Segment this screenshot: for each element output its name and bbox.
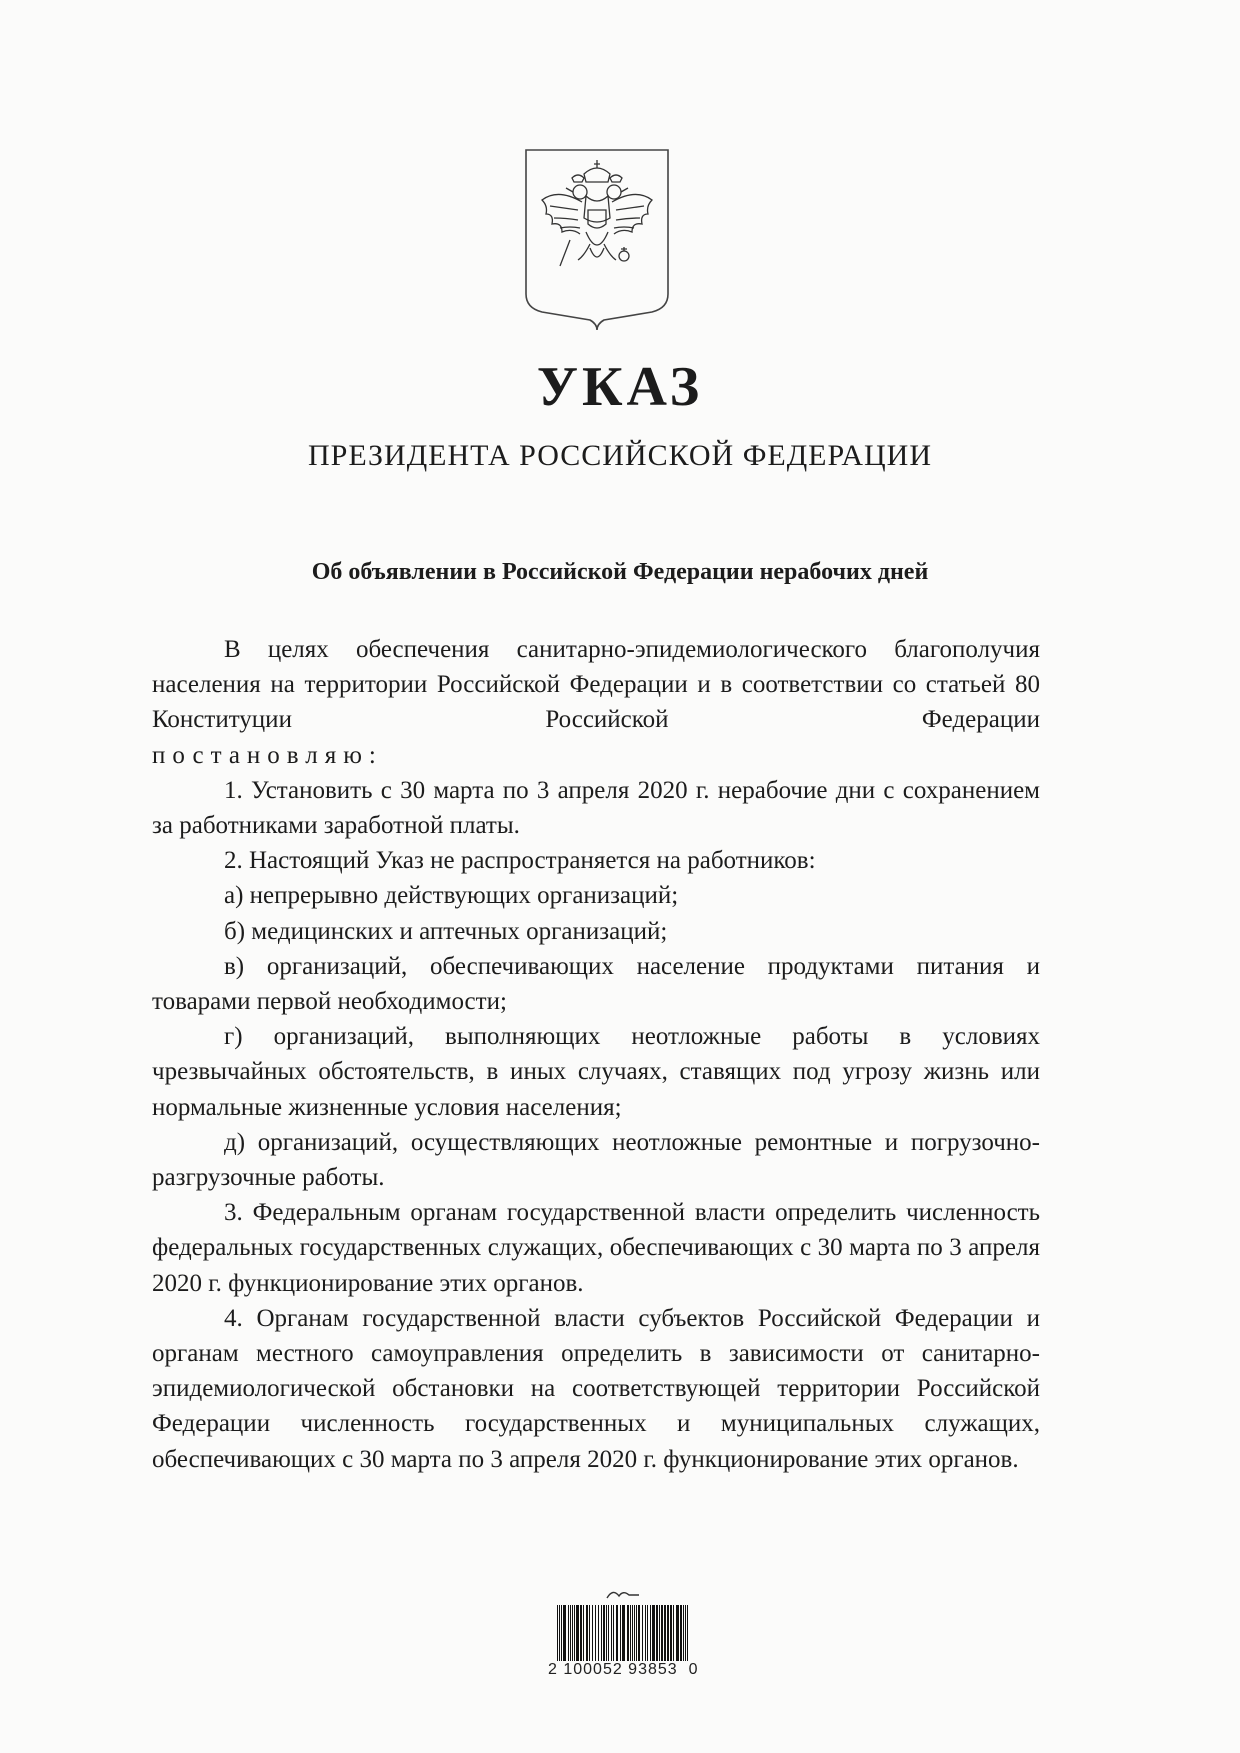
barcode-bar xyxy=(645,1605,646,1661)
barcode-bar xyxy=(647,1605,648,1661)
barcode-bar xyxy=(616,1605,618,1661)
barcode-bar xyxy=(608,1605,609,1661)
barcode-bar xyxy=(676,1605,679,1661)
barcode-bar xyxy=(656,1605,658,1661)
barcode-bar xyxy=(630,1605,631,1661)
barcode-bar xyxy=(601,1605,602,1661)
barcode-bar xyxy=(595,1605,596,1661)
barcode-bar xyxy=(598,1605,599,1661)
barcode-bar xyxy=(685,1605,686,1661)
barcode-bar xyxy=(620,1605,621,1661)
coat-of-arms-icon xyxy=(524,148,670,332)
barcode-bar xyxy=(636,1605,637,1661)
barcode-bar xyxy=(557,1605,558,1661)
decree-subtitle: ПРЕЗИДЕНТА РОССИЙСКОЙ ФЕДЕРАЦИИ xyxy=(307,439,933,472)
item-2g: г) организаций, выполняющих неотложные работы в условиях чрезвычайных обстоятельств, в иных случаях, ставящих под угрозу жизнь или нормальные жизненные условия населения; xyxy=(152,1023,1040,1121)
item-1: 1. Установить с 30 марта по 3 апреля 2020 г. нерабочие дни с сохранением за работниками заработной платы. xyxy=(152,776,1040,840)
barcode-bar xyxy=(673,1605,674,1661)
barcode-bar xyxy=(638,1605,640,1661)
barcode-bar xyxy=(576,1605,579,1661)
barcode-bar xyxy=(632,1605,633,1661)
barcode-icon xyxy=(553,1605,693,1661)
barcode-stamp-mark xyxy=(548,1586,698,1603)
barcode-bar xyxy=(559,1605,560,1661)
barcode-bar xyxy=(592,1605,593,1661)
barcode-bar xyxy=(670,1605,672,1661)
item-3: 3. Федеральным органам государственной власти определить численность федеральных государственных служащих, обеспечивающих с 30 марта по 3 апреля 2020 г. функционирование этих органов. xyxy=(152,1199,1040,1297)
barcode-bar xyxy=(627,1605,629,1661)
barcode-bar xyxy=(634,1605,635,1661)
barcode-bar xyxy=(659,1605,660,1661)
barcode-bar xyxy=(586,1605,588,1661)
barcode-bar xyxy=(606,1605,607,1661)
item-2: 2. Настоящий Указ не распространяется на работников: xyxy=(224,847,816,875)
preamble-paragraph: В целях обеспечения санитарно-эпидемиологического благополучия населения на территории Российской Федерации и в соответствии со статьей 80 Конституции Российской Федерации xyxy=(152,636,1040,734)
item-2b: б) медицинских и аптечных организаций; xyxy=(224,917,668,945)
barcode-bar xyxy=(680,1605,682,1661)
barcode-bar xyxy=(572,1605,573,1661)
barcode-bar xyxy=(683,1605,684,1661)
barcode-bar xyxy=(589,1605,590,1661)
barcode-number: 2 100052 93853 0 xyxy=(548,1661,699,1678)
decree-body xyxy=(152,632,1040,1477)
barcode-bar xyxy=(642,1605,643,1661)
item-2a: а) непрерывно действующих организаций; xyxy=(224,882,679,910)
barcode-bar xyxy=(570,1605,571,1661)
barcode-bar xyxy=(580,1605,582,1661)
barcode-bar xyxy=(561,1605,562,1661)
barcode xyxy=(548,1586,698,1679)
item-2v: в) организаций, обеспечивающих население продуктами питания и товарами первой необходимости; xyxy=(152,952,1040,1016)
barcode-bar xyxy=(664,1605,666,1661)
barcode-bar xyxy=(652,1605,655,1661)
barcode-bar xyxy=(667,1605,669,1661)
item-2d: д) организаций, осуществляющих неотложные ремонтные и погрузочно-разгрузочные работы. xyxy=(152,1128,1040,1192)
barcode-bar xyxy=(583,1605,584,1661)
barcode-bar xyxy=(661,1605,663,1661)
barcode-bar xyxy=(603,1605,605,1661)
item-4: 4. Органам государственной власти субъектов Российской Федерации и органам местного самоуправления определить в зависимости от санитарно-эпидемиологической обстановки на соответствующей территории Российской Федерации численность государственных и муниципальных служащих, обеспечивающих с 30 марта по 3 апреля 2020 г. функционирование этих органов. xyxy=(152,1304,1040,1473)
barcode-bar xyxy=(613,1605,614,1661)
barcode-bar xyxy=(611,1605,612,1661)
barcode-bar xyxy=(563,1605,566,1661)
decree-heading: Об объявлении в Российской Федерации нерабочих дней xyxy=(311,559,929,585)
barcode-bar xyxy=(568,1605,569,1661)
barcode-bar xyxy=(650,1605,651,1661)
decree-title: УКАЗ xyxy=(536,356,704,418)
resolve-word: постановляю: xyxy=(152,741,383,769)
barcode-bar xyxy=(687,1605,688,1661)
barcode-bar xyxy=(574,1605,575,1661)
barcode-bar xyxy=(622,1605,625,1661)
